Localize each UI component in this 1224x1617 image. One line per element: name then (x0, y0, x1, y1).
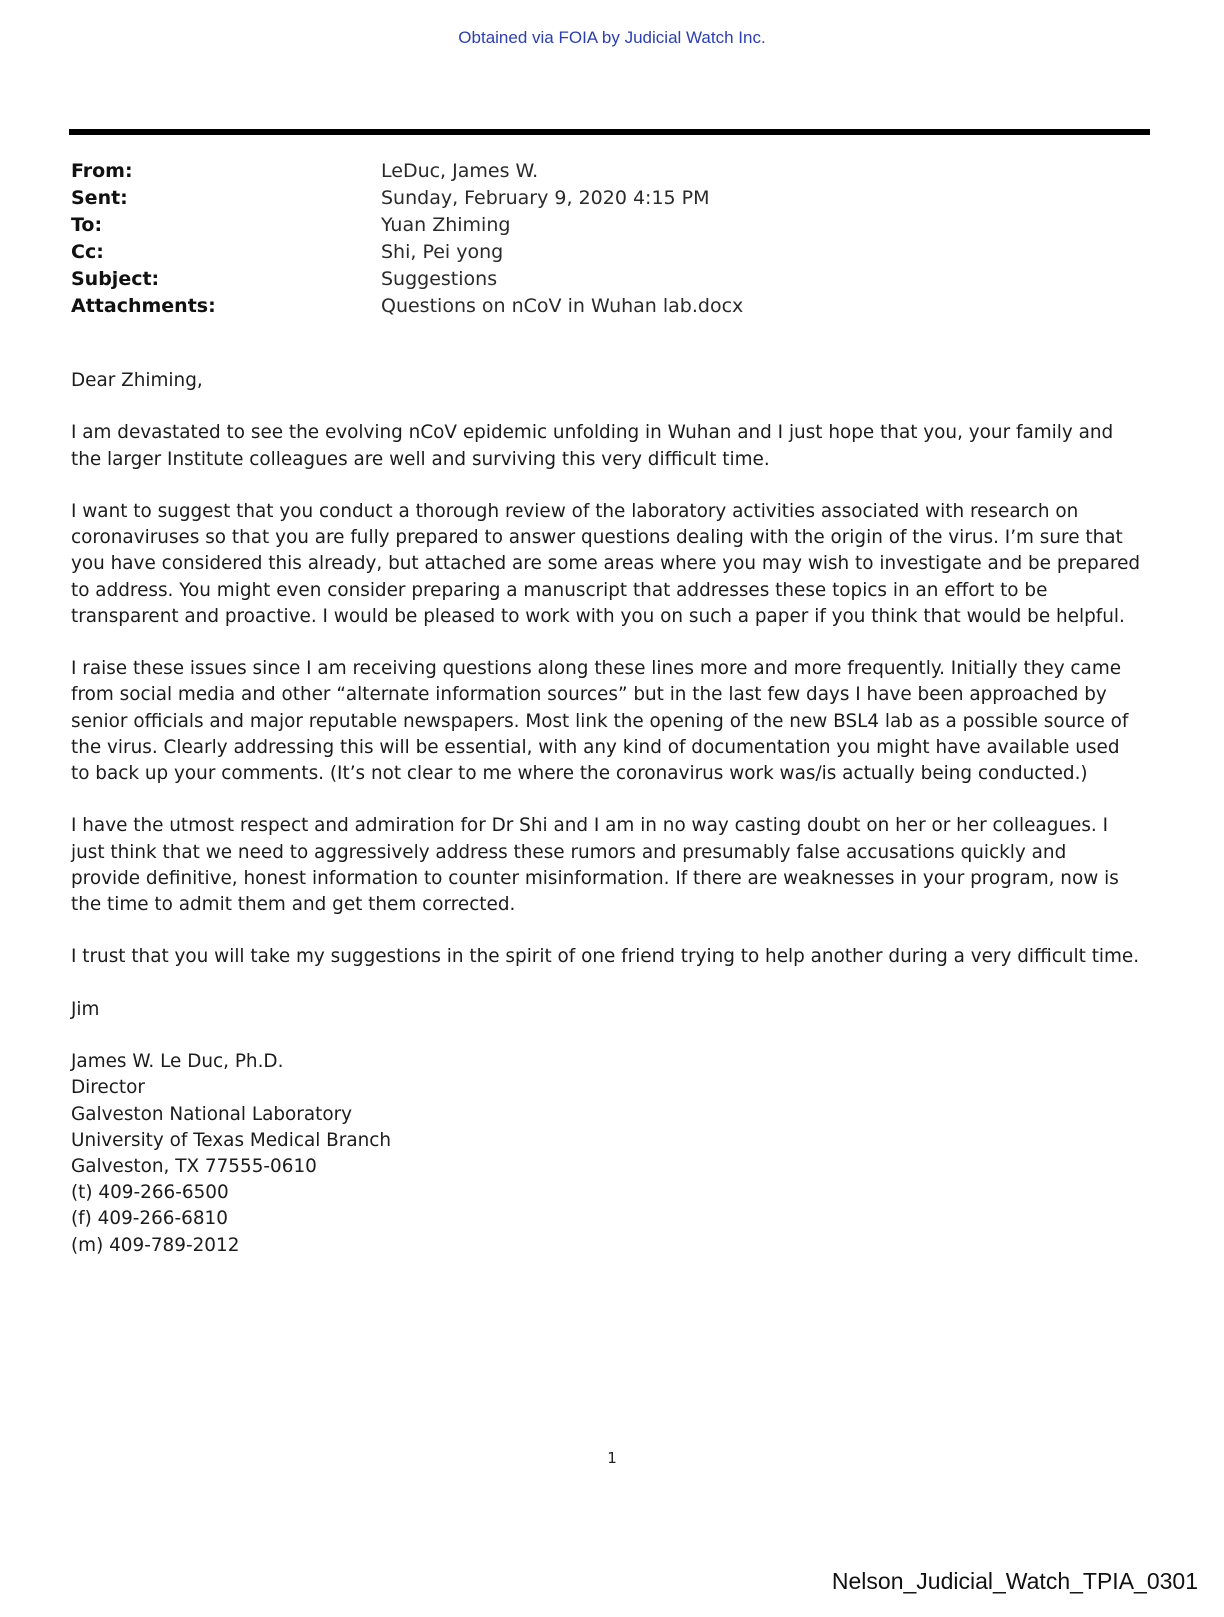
signature-title: Director (71, 1077, 145, 1099)
header-row-to (71, 212, 1121, 239)
header-row-attachments (71, 293, 1121, 320)
signature-address: Galveston, TX 77555-0610 (71, 1155, 317, 1177)
header-row-sent (71, 185, 1121, 212)
signature-name: James W. Le Duc, Ph.D. (71, 1051, 284, 1073)
paragraph-2: I want to suggest that you conduct a thorough review of the laboratory activities associated with research on coronaviruses so that you are fully prepared to answer questions dealing with the origin of the virus. I’m sure that you have considered this already, but attached are some areas where you may wish to investigate and be prepared to address. You might even consider preparing a manuscript that addresses these topics in an effort to be transparent and proactive. I would be pleased to work with you on such a paper if you think that would be helpful. (71, 500, 1141, 627)
email-body (71, 368, 1141, 1259)
closing: Jim (71, 998, 100, 1020)
email-header (71, 158, 1121, 320)
signature-institution: University of Texas Medical Branch (71, 1129, 392, 1151)
signature-block (71, 1049, 1141, 1259)
foia-watermark: Obtained via FOIA by Judicial Watch Inc. (458, 28, 766, 47)
attachments-label: Attachments: (71, 295, 216, 317)
subject-label: Subject: (71, 268, 160, 290)
header-row-from (71, 158, 1121, 185)
paragraph-5: I trust that you will take my suggestions in the spirit of one friend trying to help another during a very difficult time. (71, 946, 1140, 968)
greeting: Dear Zhiming, (71, 370, 203, 391)
cc-label: Cc: (71, 241, 104, 263)
paragraph-1: I am devastated to see the evolving nCoV epidemic unfolding in Wuhan and I just hope that you, your family and the larger Institute colleagues are well and surviving this very difficult time. (71, 422, 1114, 470)
cc-value: Shi, Pei yong (381, 241, 504, 263)
bates-number: Nelson_Judicial_Watch_TPIA_0301 (831, 1568, 1198, 1594)
signature-fax: (f) 409-266-6810 (71, 1208, 228, 1230)
attachment-filename: Questions on nCoV in Wuhan lab.docx (381, 295, 744, 317)
sent-label: Sent: (71, 187, 128, 209)
paragraph-4: I have the utmost respect and admiration for Dr Shi and I am in no way casting doubt on her or her colleagues. I just think that we need to aggressively address these rumors and presumably false accusations quickly and provide definitive, honest information to counter misinformation. If there are weaknesses in your program, now is the time to admit them and get them corrected. (71, 815, 1119, 915)
from-label: From: (71, 160, 133, 182)
signature-phone: (t) 409-266-6500 (71, 1182, 229, 1204)
page-number: 1 (607, 1449, 617, 1467)
header-row-subject (71, 266, 1121, 293)
paragraph-3: I raise these issues since I am receiving questions along these lines more and more frequently. Initially they came from social media and other “alternate information sources” but in the last few days I have been approached by senior officials and major reputable newspapers. Most link the opening of the new BSL4 lab as a possible source of the virus. Clearly addressing this will be essential, with any kind of documentation you might have available used to back up your comments. (It’s not clear to me where the coronavirus work was/is actually being conducted.) (71, 658, 1129, 784)
to-value: Yuan Zhiming (381, 214, 511, 236)
sent-value: Sunday, February 9, 2020 4:15 PM (381, 187, 710, 209)
header-row-cc (71, 239, 1121, 266)
signature-mobile: (m) 409-789-2012 (71, 1234, 240, 1256)
subject-value: Suggestions (381, 268, 498, 290)
from-value: LeDuc, James W. (381, 160, 539, 182)
signature-organization: Galveston National Laboratory (71, 1103, 353, 1125)
header-divider (69, 129, 1150, 135)
to-label: To: (71, 214, 103, 236)
